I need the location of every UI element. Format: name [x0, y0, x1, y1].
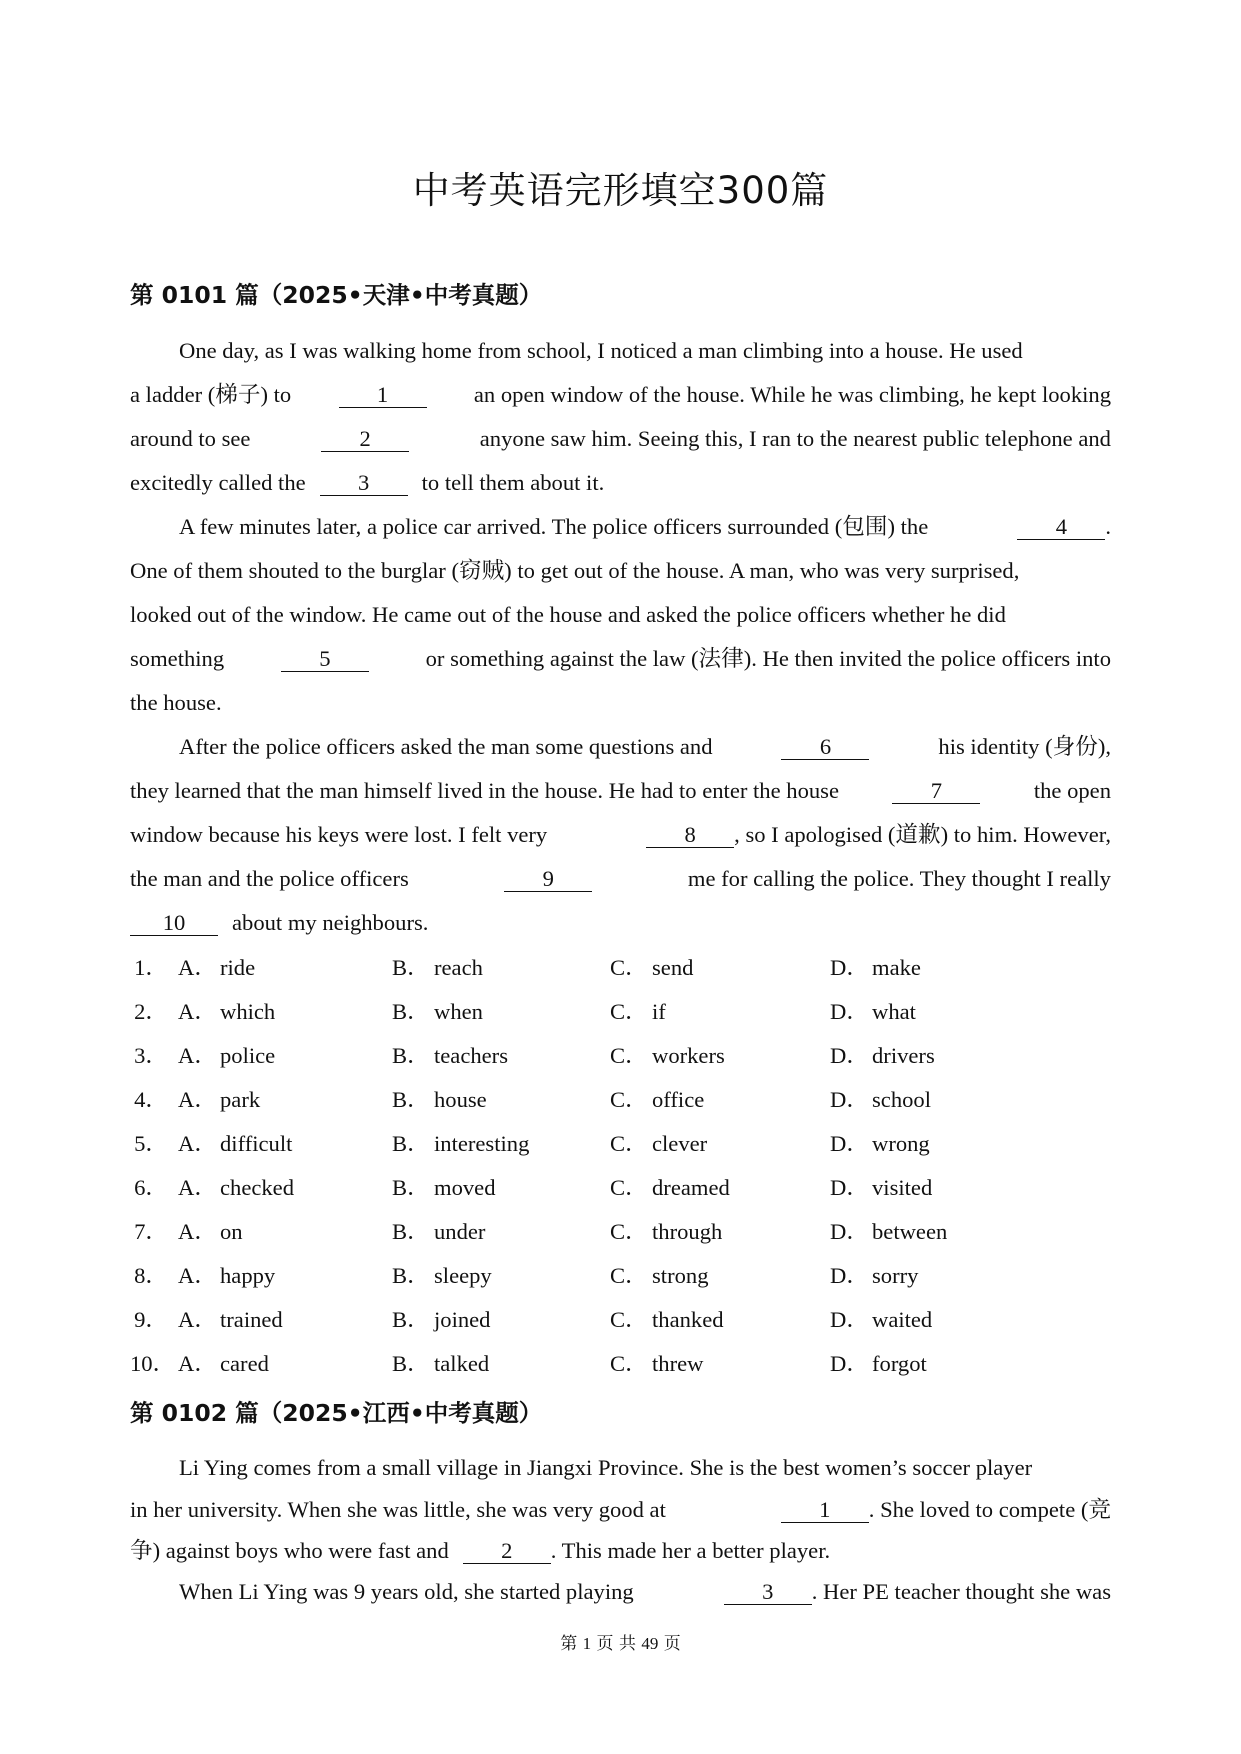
option-letter: B． [392, 1043, 430, 1068]
option-letter: D． [830, 1307, 869, 1332]
option-row [130, 1084, 1030, 1116]
option-letter: A． [178, 1307, 217, 1332]
option-a [178, 1084, 260, 1116]
option-row [130, 1304, 1030, 1336]
passage-line [130, 687, 1111, 719]
option-a [178, 1304, 283, 1336]
footer-text: 页 共 [596, 1634, 636, 1654]
passage-text: 争) against boys who were fast and [130, 1538, 449, 1563]
passage-line [130, 423, 1111, 455]
option-c [610, 1348, 703, 1380]
option-text: through [652, 1219, 723, 1244]
option-letter: A． [178, 1219, 217, 1244]
option-letter: A． [178, 999, 217, 1024]
option-text: interesting [434, 1131, 530, 1156]
option-row [130, 1172, 1030, 1204]
option-letter: A． [178, 1263, 217, 1288]
passage-text: , so I apologised (道歉) to him. However, [734, 822, 1111, 847]
option-c [610, 1040, 725, 1072]
question-number: 9． [134, 1307, 168, 1332]
passage-line [130, 907, 1111, 939]
option-c [610, 996, 666, 1028]
option-text: park [220, 1087, 261, 1112]
passage-text: A few minutes later, a police car arrived. The police officers surrounded (包围) the [179, 514, 929, 539]
option-text: visited [872, 1175, 933, 1200]
option-text: talked [434, 1351, 490, 1376]
option-text: under [434, 1219, 486, 1244]
passage-text: . [1105, 514, 1111, 539]
option-a [178, 1172, 294, 1204]
option-d [830, 1304, 932, 1336]
passage-text: One day, as I was walking home from school, I noticed a man climbing into a house. He used [179, 338, 1023, 363]
option-letter: D． [830, 1263, 869, 1288]
passage-line [130, 511, 1111, 543]
option-letter: D． [830, 999, 869, 1024]
option-text: difficult [220, 1131, 293, 1156]
option-d [830, 1348, 927, 1380]
option-text: dreamed [652, 1175, 730, 1200]
passage-heading: 第 0102 篇（2025•江西•中考真题） [130, 1399, 543, 1427]
option-b [392, 1348, 489, 1380]
option-b [392, 1216, 485, 1248]
total-pages: 49 [641, 1634, 659, 1653]
passage-text: something [130, 646, 225, 671]
passage-text: the house. [130, 690, 222, 715]
option-text: school [872, 1087, 931, 1112]
option-c [610, 952, 693, 984]
passage-text: When Li Ying was 9 years old, she started playing [179, 1579, 634, 1604]
question-number: 2． [134, 999, 168, 1024]
passage-text: Li Ying comes from a small village in Jiangxi Province. She is the best women’s soccer player [179, 1455, 1033, 1480]
option-text: thanked [652, 1307, 724, 1332]
blank-9: 9 [504, 867, 592, 892]
option-text: cared [220, 1351, 269, 1376]
passage-text: a ladder (梯子) to [130, 382, 292, 407]
option-d [830, 1128, 930, 1160]
option-text: trained [220, 1307, 283, 1332]
option-text: police [220, 1043, 276, 1068]
blank-1: 1 [339, 383, 427, 408]
option-row [130, 1216, 1030, 1248]
passage-text: window because his keys were lost. I felt very [130, 822, 548, 847]
question-number: 7． [134, 1219, 168, 1244]
option-c [610, 1128, 707, 1160]
option-letter: C． [610, 1351, 648, 1376]
blank-8: 8 [646, 823, 734, 848]
passage-text: they learned that the man himself lived in the house. He had to enter the house [130, 778, 839, 803]
question-number: 10． [130, 1351, 176, 1376]
blank-1: 1 [781, 1498, 869, 1523]
option-text: between [872, 1219, 948, 1244]
passage-line [130, 1494, 1111, 1526]
option-a [178, 1128, 292, 1160]
option-text: sleepy [434, 1263, 492, 1288]
option-letter: A． [178, 1087, 217, 1112]
passage-text: . This made her a better player. [550, 1538, 831, 1563]
passage-text: looked out of the window. He came out of the house and asked the police officers whether he did [130, 602, 1006, 627]
option-b [392, 1040, 508, 1072]
option-text: house [434, 1087, 487, 1112]
passage-line [130, 731, 1111, 763]
option-text: if [652, 999, 666, 1024]
option-c [610, 1216, 722, 1248]
option-a [178, 1348, 269, 1380]
passage-line [130, 335, 1111, 367]
page-footer [0, 1632, 1241, 1656]
option-letter: D． [830, 1131, 869, 1156]
passage-line [130, 775, 1111, 807]
option-letter: D． [830, 1175, 869, 1200]
passage-line [130, 379, 1111, 411]
option-c [610, 1304, 724, 1336]
option-b [392, 1172, 496, 1204]
passage-heading: 第 0101 篇（2025•天津•中考真题） [130, 281, 543, 309]
option-letter: A． [178, 1351, 217, 1376]
passage-text: the man and the police officers [130, 866, 409, 891]
option-letter: C． [610, 1263, 648, 1288]
option-b [392, 1304, 490, 1336]
option-letter: C． [610, 1307, 648, 1332]
question-number: 1． [134, 955, 168, 980]
passage-line [130, 819, 1111, 851]
passage-text: an open window of the house. While he was climbing, he kept looking [473, 382, 1111, 407]
option-d [830, 1216, 947, 1248]
option-row [130, 952, 1030, 984]
blank-6: 6 [781, 735, 869, 760]
passage-text: excitedly called the [130, 470, 306, 495]
option-c [610, 1084, 704, 1116]
passage-text: After the police officers asked the man some questions and [179, 734, 713, 759]
passage-line [130, 467, 1111, 499]
passage-text: in her university. When she was little, she was very good at [130, 1497, 666, 1522]
page-number: 1 [582, 1634, 592, 1653]
option-row [130, 1348, 1030, 1380]
passage-line [130, 863, 1111, 895]
blank-2: 2 [463, 1539, 551, 1564]
passage-line [130, 599, 1111, 631]
option-d [830, 1040, 935, 1072]
passage-line [130, 555, 1111, 587]
footer-text: 第 [560, 1634, 578, 1654]
footer-text: 页 [663, 1634, 681, 1654]
option-d [830, 1172, 932, 1204]
option-letter: B． [392, 1351, 430, 1376]
passage-text: about my neighbours. [232, 910, 429, 935]
option-text: drivers [872, 1043, 935, 1068]
option-letter: B． [392, 1263, 430, 1288]
option-letter: D． [830, 1043, 869, 1068]
option-row [130, 1128, 1030, 1160]
option-c [610, 1260, 708, 1292]
option-row [130, 996, 1030, 1028]
option-text: what [872, 999, 916, 1024]
option-letter: D． [830, 955, 869, 980]
option-a [178, 996, 275, 1028]
passage-line [130, 643, 1111, 675]
question-number: 3． [134, 1043, 168, 1068]
blank-4: 4 [1017, 515, 1105, 540]
option-b [392, 1128, 529, 1160]
option-row [130, 1260, 1030, 1292]
option-row [130, 1040, 1030, 1072]
option-letter: C． [610, 1087, 648, 1112]
option-b [392, 1084, 487, 1116]
option-letter: B． [392, 999, 430, 1024]
option-letter: B． [392, 1175, 430, 1200]
option-a [178, 1216, 243, 1248]
blank-7: 7 [892, 779, 980, 804]
option-text: joined [434, 1307, 491, 1332]
passage-text: One of them shouted to the burglar (窃贼) to get out of the house. A man, who was very surprised, [130, 558, 1020, 583]
question-number: 6． [134, 1175, 168, 1200]
option-letter: B． [392, 955, 430, 980]
passage-line [130, 1576, 1111, 1608]
option-letter: C． [610, 1219, 648, 1244]
option-letter: D． [830, 1219, 869, 1244]
passage-text: me for calling the police. They thought I really [687, 866, 1111, 891]
option-text: forgot [872, 1351, 927, 1376]
passage-line [130, 1535, 1111, 1567]
option-letter: B． [392, 1087, 430, 1112]
option-letter: C． [610, 955, 648, 980]
option-letter: D． [830, 1087, 869, 1112]
option-text: sorry [872, 1263, 919, 1288]
question-number: 4． [134, 1087, 168, 1112]
document-title: 中考英语完形填空300篇 [412, 169, 829, 212]
passage-text: the open [1033, 778, 1111, 803]
question-number: 5． [134, 1131, 168, 1156]
blank-10: 10 [130, 911, 218, 936]
option-text: ride [220, 955, 256, 980]
passage-text: or something against the law (法律). He then invited the police officers into [425, 646, 1111, 671]
option-text: send [652, 955, 694, 980]
blank-3: 3 [724, 1580, 812, 1605]
option-text: make [872, 955, 921, 980]
option-text: clever [652, 1131, 708, 1156]
option-text: happy [220, 1263, 276, 1288]
option-b [392, 952, 483, 984]
passage-text: anyone saw him. Seeing this, I ran to the nearest public telephone and [479, 426, 1111, 451]
option-text: wrong [872, 1131, 930, 1156]
option-d [830, 996, 916, 1028]
option-b [392, 1260, 492, 1292]
option-letter: A． [178, 1043, 217, 1068]
passage-text: to tell them about it. [421, 470, 605, 495]
option-letter: C． [610, 1175, 648, 1200]
option-text: on [220, 1219, 243, 1244]
option-text: waited [872, 1307, 933, 1332]
passage-text: . Her PE teacher thought she was [811, 1579, 1111, 1604]
passage-text: his identity (身份), [938, 734, 1111, 759]
option-c [610, 1172, 730, 1204]
passage-text: around to see [130, 426, 251, 451]
option-text: reach [434, 955, 483, 980]
option-letter: B． [392, 1307, 430, 1332]
question-number: 8． [134, 1263, 168, 1288]
option-a [178, 1260, 275, 1292]
option-letter: C． [610, 999, 648, 1024]
blank-3: 3 [320, 471, 408, 496]
option-text: checked [220, 1175, 295, 1200]
passage-text: . She loved to compete (竞 [868, 1497, 1111, 1522]
option-letter: A． [178, 955, 217, 980]
option-letter: B． [392, 1219, 430, 1244]
blank-5: 5 [281, 647, 369, 672]
blank-2: 2 [321, 427, 409, 452]
option-letter: C． [610, 1131, 648, 1156]
option-text: moved [434, 1175, 496, 1200]
option-text: workers [652, 1043, 725, 1068]
option-b [392, 996, 483, 1028]
passage-line [130, 1452, 1111, 1484]
option-text: which [220, 999, 276, 1024]
option-a [178, 952, 255, 984]
option-letter: C． [610, 1043, 648, 1068]
option-d [830, 952, 921, 984]
option-text: strong [652, 1263, 709, 1288]
option-text: teachers [434, 1043, 509, 1068]
option-a [178, 1040, 275, 1072]
option-d [830, 1260, 918, 1292]
option-text: office [652, 1087, 705, 1112]
option-letter: D． [830, 1351, 869, 1376]
option-letter: A． [178, 1131, 217, 1156]
option-text: when [434, 999, 483, 1024]
option-letter: A． [178, 1175, 217, 1200]
option-text: threw [652, 1351, 704, 1376]
option-d [830, 1084, 931, 1116]
option-letter: B． [392, 1131, 430, 1156]
